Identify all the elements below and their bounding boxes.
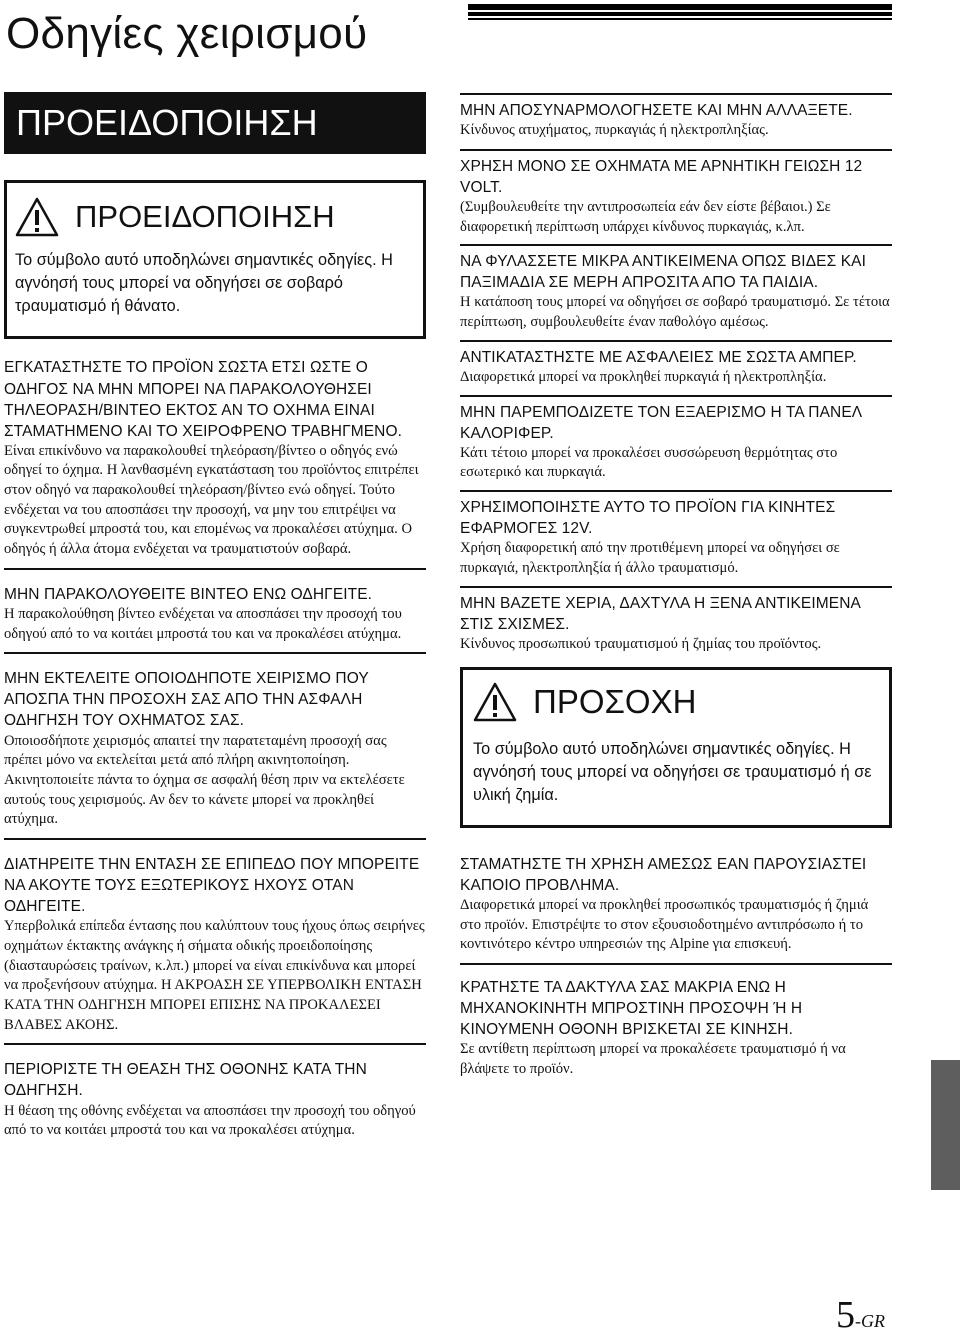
page-number [836, 1296, 885, 1334]
right-item-disassemble [460, 100, 892, 141]
page-number-value: 5 [836, 1294, 855, 1336]
divider [460, 340, 892, 342]
section-side-tab [931, 1060, 960, 1190]
item-heading: ΕΓΚΑΤΑΣΤΗΣΤΕ ΤΟ ΠΡΟΪΟΝ ΣΩΣΤΑ ΕΤΣΙ ΩΣΤΕ Ο ΟΔΗΓΟΣ ΝΑ ΜΗΝ ΜΠΟΡΕΙ ΝΑ ΠΑΡΑΚΟΛΟΥΘΗΣΕΙ ΤΗΛΕΟΡΑΣΗ/ΒΙΝΤΕΟ ΕΚΤΟΣ ΑΝ ΤΟ ΟΧΗΜΑ ΕΙΝΑΙ ΣΤΑΜΑΤΗΜΕΝΟ ΚΑΙ ΤΟ ΧΕΙΡΟΦΡΕΝΟ ΤΡΑΒΗΓΜΕΝΟ. [4, 359, 403, 440]
warning-notice-title: ΠΡΟΕΙΔΟΠΟΙΗΣΗ [75, 199, 335, 234]
left-item-install [4, 357, 426, 559]
top-bar-mid [468, 12, 892, 16]
warning-notice-box [4, 180, 426, 339]
item-text: Κίνδυνος ατυχήματος, πυρκαγιάς ή ηλεκτροπληξίας. [460, 122, 769, 139]
right-item-ventilation [460, 402, 892, 484]
right-item-ground [460, 156, 892, 238]
right-item-small-objects [460, 251, 892, 333]
item-heading: ΧΡΗΣΙΜΟΠΟΙΗΣΤΕ ΑΥΤΟ ΤΟ ΠΡΟΪΟΝ ΓΙΑ ΚΙΝΗΤΕΣ ΕΦΑΡΜΟΓΕΣ 12V. [460, 499, 836, 538]
right-item-fuses [460, 347, 892, 388]
caution-notice-text: Το σύμβολο αυτό υποδηλώνει σημαντικές οδηγίες. Η αγνόησή τους μπορεί να οδηγήσει σε τραυματισμό ή σε υλική ζημία. [473, 739, 872, 804]
item-text: Κίνδυνος προσωπικού τραυματισμού ή ζημίας του προϊόντος. [460, 635, 822, 652]
caution-notice-box [460, 667, 892, 828]
item-text: Υπερβολικά επίπεδα έντασης που καλύπτουν τους ήχους όπως σειρήνες οχημάτων έκτακτης ανάγκης ή σήματα οδικής προειδοποίησης (διασταυρώσεις τραίνων, κ.λπ.) μπορεί να είναι επικίνδυνα και μπορεί να προξενήσουν ατύχημα. Η ΑΚΡΟΑΣΗ ΣΕ ΥΠΕΡΒΟΛΙΚΗ ΕΝΤΑΣΗ ΚΑΤΑ ΤΗΝ ΟΔΗΓΗΣΗ ΜΠΟΡΕΙ ΕΠΙΣΗΣ ΝΑ ΠΡΟΚΑΛΕΣΕΙ ΒΛΑΒΕΣ ΑΚΟΗΣ. [4, 918, 425, 1033]
left-item-video [4, 584, 426, 644]
caution-item-stop [460, 854, 892, 955]
warning-banner: ΠΡΟΕΙΔΟΠΟΙΗΣΗ [4, 92, 426, 154]
divider [4, 1043, 426, 1045]
item-heading: ΝΑ ΦΥΛΑΣΣΕΤΕ ΜΙΚΡΑ ΑΝΤΙΚΕΙΜΕΝΑ ΟΠΩΣ ΒΙΔΕΣ ΚΑΙ ΠΑΞΙΜΑΔΙΑ ΣΕ ΜΕΡΗ ΑΠΡΟΣΙΤΑ ΑΠΟ ΤΑ ΠΑΙΔΙΑ. [460, 253, 866, 292]
left-item-volume [4, 854, 426, 1035]
item-heading: ΚΡΑΤΗΣΤΕ ΤΑ ΔΑΚΤΥΛΑ ΣΑΣ ΜΑΚΡΙΑ ΕΝΩ Η ΜΗΧΑΝΟΚΙΝΗΤΗ ΜΠΡΟΣΤΙΝΗ ΠΡΟΣΟΨΗ Ή Η ΚΙΝΟΥΜΕΝΗ ΟΘΟΝΗ ΒΡΙΣΚΕΤΑΙ ΣΕ ΚΙΝΗΣΗ. [460, 979, 803, 1039]
left-item-operation [4, 668, 426, 830]
divider [4, 568, 426, 570]
right-item-12v [460, 497, 892, 579]
item-heading: ΣΤΑΜΑΤΗΣΤΕ ΤΗ ΧΡΗΣΗ ΑΜΕΣΩΣ ΕΑΝ ΠΑΡΟΥΣΙΑΣΤΕΙ ΚΑΠΟΙΟ ΠΡΟΒΛΗΜΑ. [460, 855, 867, 894]
divider [460, 149, 892, 151]
divider [460, 93, 892, 95]
divider [460, 490, 892, 492]
warning-notice-text: Το σύμβολο αυτό υποδηλώνει σημαντικές οδηγίες. Η αγνόησή τους μπορεί να οδηγήσει σε σοβαρό τραυματισμό ή θάνατο. [15, 251, 393, 316]
caution-notice-title: ΠΡΟΣΟΧΗ [533, 682, 697, 720]
item-text: Διαφορετικά μπορεί να προκληθεί προσωπικός τραυματισμός ή ζημιά στο προϊόν. Επιστρέψτε το στον εξουσιοδοτημένο αντιπρόσωπο ή το κοντινότερο κέντρο υπηρεσιών της Alpine για επισκευή. [460, 897, 869, 953]
item-heading: ΜΗΝ ΠΑΡΕΜΠΟΔΙΖΕΤΕ ΤΟΝ ΕΞΑΕΡΙΣΜΟ Η ΤΑ ΠΑΝΕΛ ΚΑΛΟΡΙΦΕΡ. [460, 403, 862, 442]
caution-notice-header [473, 680, 879, 724]
item-text: Χρήση διαφορετική από την προτιθέμενη μπορεί να οδηγήσει σε πυρκαγιά, ηλεκτροπληξία ή άλλο τραυματισμό. [460, 540, 840, 576]
left-item-screen [4, 1059, 426, 1141]
item-heading: ΜΗΝ ΑΠΟΣΥΝΑΡΜΟΛΟΓΗΣΕΤΕ ΚΑΙ ΜΗΝ ΑΛΛΑΞΕΤΕ. [460, 102, 853, 119]
item-heading: ΜΗΝ ΠΑΡΑΚΟΛΟΥΘΕΙΤΕ ΒΙΝΤΕΟ ΕΝΩ ΟΔΗΓΕΙΤΕ. [4, 585, 373, 603]
item-text: Η κατάποση τους μπορεί να οδηγήσει σε σοβαρό τραυματισμό. Σε τέτοια περίπτωση, συμβουλευθείτε έναν παθολόγο αμέσως. [460, 294, 890, 331]
item-text: Είναι επικίνδυνο να παρακολουθεί τηλεόραση/βίντεο ο οδηγός ενώ οδηγεί το όχημα. Η λανθασμένη εγκατάσταση του προϊόντος επιτρέπει στον οδηγό να παρακολουθεί τηλεόραση/βίντεο ενώ οδηγεί. Τούτο ενδέχεται να του αποσπάσει την προσοχή, να μην του επιτρέψει να συγκεντρωθεί μπροστά του, και επομένως να προκαλέσει ατύχημα. Ο οδηγός ή άλλα άτομα ενδέχεται να τραυματιστούν σοβαρά. [4, 442, 419, 558]
item-text: Κάτι τέτοιο μπορεί να προκαλέσει συσσώρευση θερμότητας στο εσωτερικό και πυρκαγιά. [460, 444, 838, 481]
item-heading: ΧΡΗΣΗ ΜΟΝΟ ΣΕ ΟΧΗΜΑΤΑ ΜΕ ΑΡΝΗΤΙΚΗ ΓΕΙΩΣΗ 12 VOLT. [460, 157, 863, 196]
top-rule-bars [468, 4, 892, 20]
item-text: Σε αντίθετη περίπτωση μπορεί να προκαλέσετε τραυματισμό ή να βλάψετε το προϊόν. [460, 1041, 846, 1078]
caution-triangle-icon [473, 682, 517, 722]
item-heading: ΜΗΝ ΒΑΖΕΤΕ ΧΕΡΙΑ, ΔΑΧΤΥΛΑ Η ΞΕΝΑ ΑΝΤΙΚΕΙΜΕΝΑ ΣΤΙΣ ΣΧΙΣΜΕΣ. [460, 594, 861, 633]
item-text: Η παρακολούθηση βίντεο ενδέχεται να αποσπάσει την προσοχή του οδηγού από το να κοιτάει μπροστά του και να προκαλέσει ατύχημα. [4, 605, 402, 642]
left-column [4, 92, 426, 1141]
page-number-suffix: -GR [855, 1311, 885, 1331]
top-bar-thick [468, 4, 892, 10]
warning-triangle-icon [15, 197, 59, 237]
item-heading: ΠΕΡΙΟΡΙΣΤΕ ΤΗ ΘΕΑΣΗ ΤΗΣ ΟΘΟΝΗΣ ΚΑΤΑ ΤΗΝ ΟΔΗΓΗΣΗ. [4, 1061, 367, 1100]
right-column [460, 93, 892, 1080]
item-heading: ΑΝΤΙΚΑΤΑΣΤΗΣΤΕ ΜΕ ΑΣΦΑΛΕΙΕΣ ΜΕ ΣΩΣΤΑ ΑΜΠΕΡ. [460, 348, 857, 366]
divider [460, 963, 892, 965]
divider [460, 395, 892, 397]
item-heading: ΜΗΝ ΕΚΤΕΛΕΙΤΕ ΟΠΟΙΟΔΗΠΟΤΕ ΧΕΙΡΙΣΜΟ ΠΟΥ ΑΠΟΣΠΑ ΤΗΝ ΠΡΟΣΟΧΗ ΣΑΣ ΑΠΟ ΤΗΝ ΑΣΦΑΛΗ ΟΔΗΓΗΣΗ ΤΟΥ ΟΧΗΜΑΤΟΣ ΣΑΣ. [4, 670, 369, 730]
divider [460, 244, 892, 246]
divider [4, 838, 426, 840]
item-heading: ΔΙΑΤΗΡΕΙΤΕ ΤΗΝ ΕΝΤΑΣΗ ΣΕ ΕΠΙΠΕΔΟ ΠΟΥ ΜΠΟΡΕΙΤΕ ΝΑ ΑΚΟΥΤΕ ΤΟΥΣ ΕΞΩΤΕΡΙΚΟΥΣ ΗΧΟΥΣ ΟΤΑΝ ΟΔΗΓΕΙΤΕ. [4, 855, 420, 916]
item-text: Οποιοσδήποτε χειρισμός απαιτεί την παρατεταμένη προσοχή σας πρέπει μόνο να εκτελείται μετά από πλήρη ακινητοποίηση. Ακινητοποιείτε πάντα το όχημα σε ασφαλή θέση πριν να εκτελέσετε αυτούς τους χειρισμούς. Αν δεν το κάνετε μπορεί να προκληθεί ατύχημα. [4, 732, 405, 828]
right-item-slots [460, 593, 892, 655]
item-text: Διαφορετικά μπορεί να προκληθεί πυρκαγιά ή ηλεκτροπληξία. [460, 368, 827, 385]
caution-item-fingers [460, 977, 892, 1080]
page-title: Οδηγίες χειρισμού [6, 9, 368, 58]
divider [460, 586, 892, 588]
item-text: Η θέαση της οθόνης ενδέχεται να αποσπάσει την προσοχή του οδηγού από το να κοιτάει μπροστά του και να προκαλέσει ατύχημα. [4, 1102, 416, 1139]
top-bar-thin [468, 18, 892, 20]
warning-notice-header [15, 195, 415, 239]
item-text: (Συμβουλευθείτε την αντιπροσωπεία εάν δεν είστε βέβαιοι.) Σε διαφορετική περίπτωση υπάρχει κίνδυνος πυρκαγιάς, κ.λπ. [460, 198, 831, 235]
divider [4, 652, 426, 654]
